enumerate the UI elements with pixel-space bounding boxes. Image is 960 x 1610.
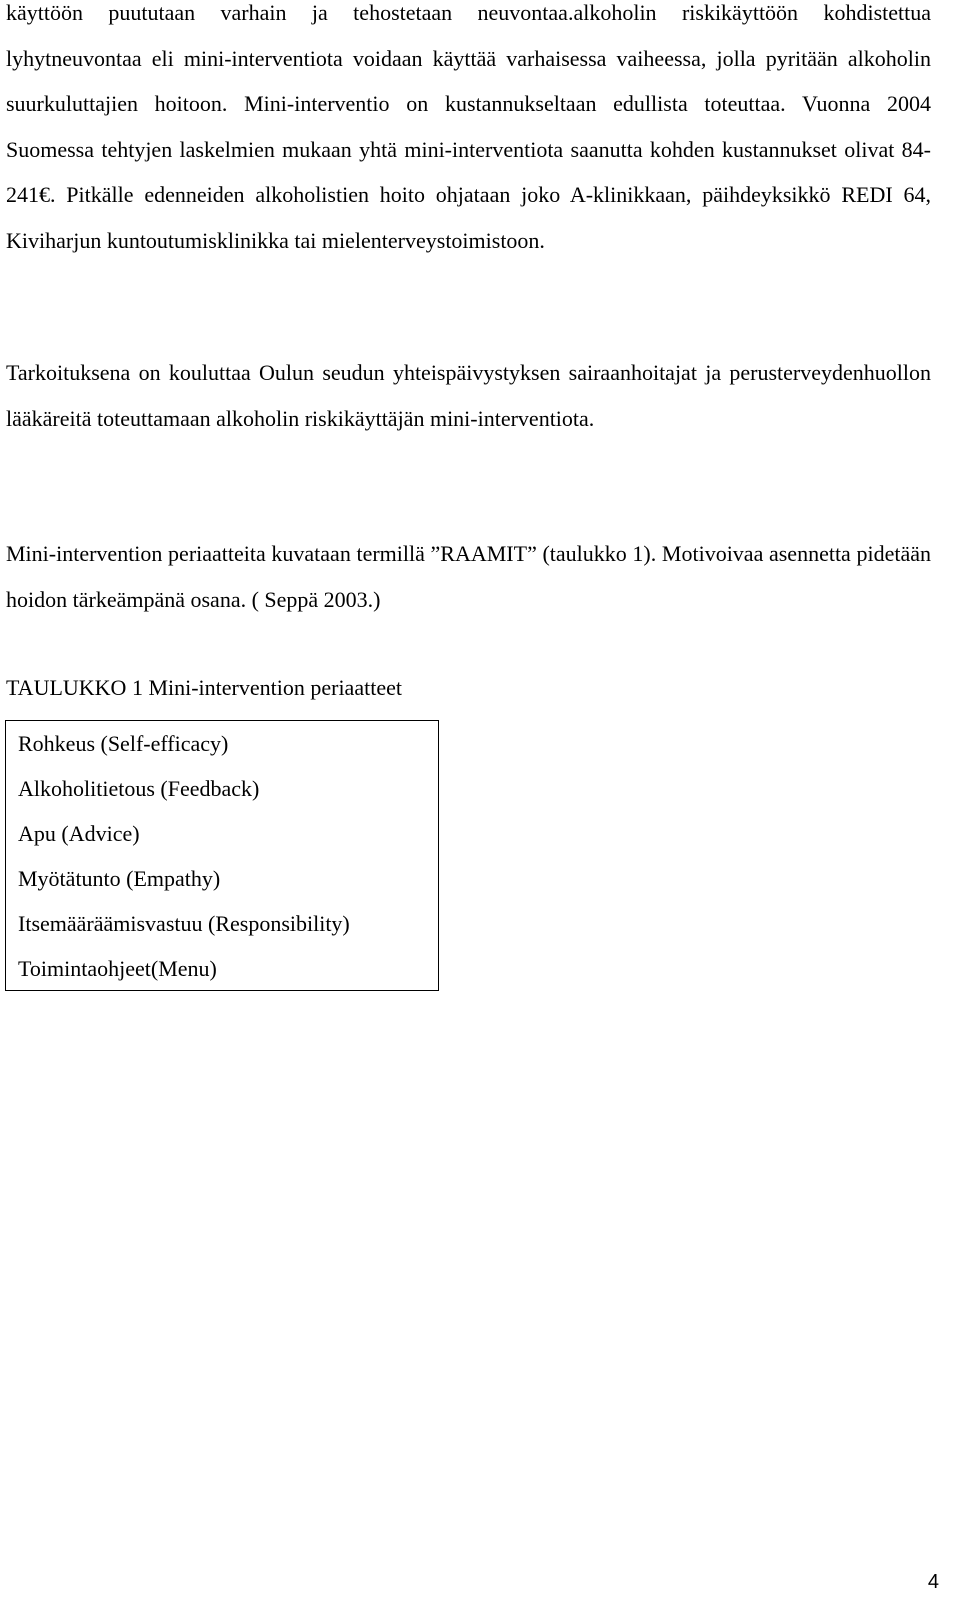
principle-row: Alkoholitietous (Feedback) bbox=[18, 776, 260, 801]
page-number: 4 bbox=[927, 1571, 939, 1593]
body-paragraph: Mini-intervention periaatteita kuvataan termillä ”RAAMIT” (taulukko 1). Motivoivaa asennetta pidetään hoidon tärkeämpänä osana. ( Seppä 2003.) bbox=[6, 541, 931, 612]
principle-row: Apu (Advice) bbox=[18, 821, 140, 846]
principle-row: Myötätunto (Empathy) bbox=[18, 866, 221, 891]
principles-table bbox=[5, 720, 439, 991]
body-paragraph: Tarkoituksena on kouluttaa Oulun seudun yhteispäivystyksen sairaanhoitajat ja perusterveydenhuollon lääkäreitä toteuttamaan alkoholin riskikäyttäjän mini-interventiota. bbox=[6, 360, 931, 431]
principles-list bbox=[18, 721, 438, 991]
principle-row: Rohkeus (Self-efficacy) bbox=[18, 731, 229, 756]
principle-row: Itsemääräämisvastuu (Responsibility) bbox=[18, 911, 350, 936]
principle-row: Toimintaohjeet(Menu) bbox=[18, 956, 217, 981]
body-paragraph: käyttöön puututaan varhain ja tehostetaan neuvontaa.alkoholin riskikäyttöön kohdistettua lyhytneuvontaa eli mini-interventiota voidaan käyttää varhaisessa vaiheessa, jolla pyritään alkoholin suurkuluttajien hoitoon. Mini-interventio on kustannukseltaan edullista toteuttaa. Vuonna 2004 Suomessa tehtyjen laskelmien mukaan yhtä mini-interventiota saanutta kohden kustannukset olivat 84-241€. Pitkälle edenneiden alkoholistien hoito ohjataan joko A-klinikkaan, päihdeyksikkö REDI 64, Kiviharjun kuntoutumisklinikka tai mielenterveystoimistoon. bbox=[6, 0, 931, 253]
table-caption: TAULUKKO 1 Mini-intervention periaatteet bbox=[6, 675, 402, 700]
